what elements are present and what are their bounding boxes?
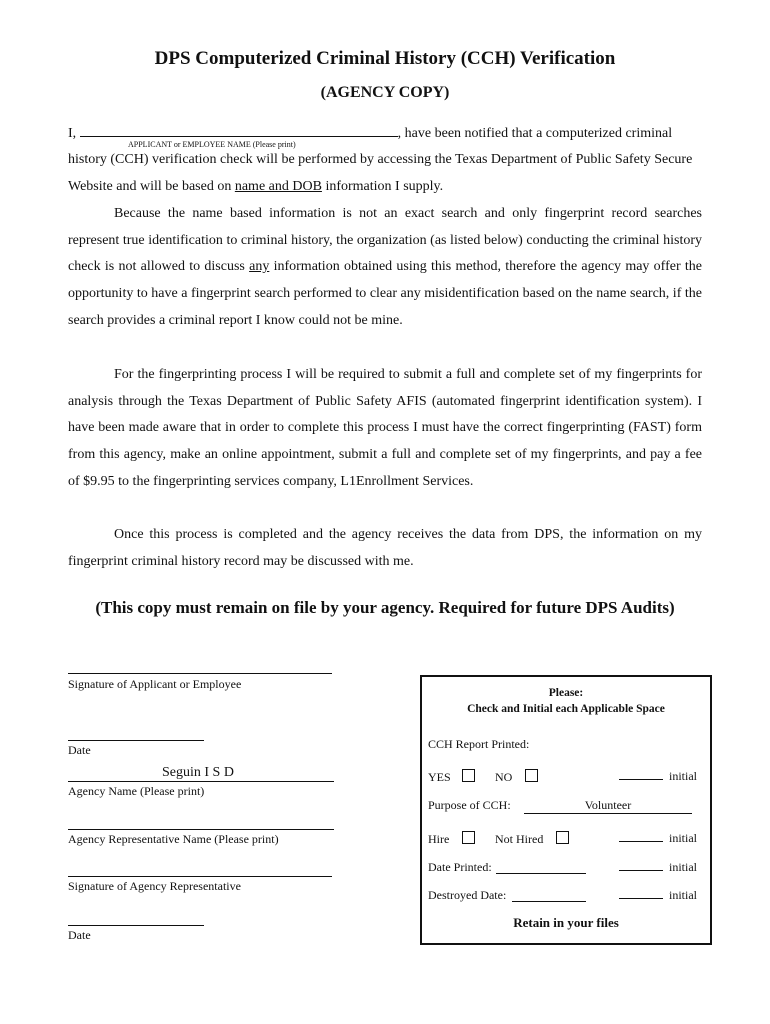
date-printed-field[interactable] bbox=[496, 860, 586, 874]
date1-line[interactable] bbox=[68, 740, 204, 741]
paragraph-2 bbox=[68, 201, 702, 335]
para1-underlined: name and DOB bbox=[234, 178, 322, 194]
date2-label: Date bbox=[68, 928, 91, 942]
para3-text: For the fingerprinting process I will be required to submit a full and complete set of my fingerprints for analysis through the Texas Department of Public Safety AFIS (automated fingerprint identification system). I have been made aware that in order to complete this process I must have the correct fingerprinting (FAST) form from this agency, make an online appointment, submit a full and complete set of my fingerprints, and pay a fee of $9.95 to the fingerprinting services company, L1Enrollment Services. bbox=[68, 367, 702, 489]
no-option bbox=[495, 769, 538, 785]
paragraph-3 bbox=[68, 362, 702, 496]
retain-note: Retain in your files bbox=[513, 915, 619, 930]
no-label: NO bbox=[495, 770, 513, 784]
agency-checklist-box bbox=[420, 675, 712, 945]
signature-applicant-label: Signature of Applicant or Employee bbox=[68, 677, 242, 691]
rep-name-label: Agency Representative Name (Please print) bbox=[68, 832, 279, 846]
yes-checkbox[interactable] bbox=[462, 769, 475, 782]
rep-name-line[interactable] bbox=[68, 829, 334, 830]
signature-applicant-line[interactable] bbox=[68, 673, 332, 674]
date-printed-label: Date Printed: bbox=[428, 860, 492, 874]
destroyed-date-label: Destroyed Date: bbox=[428, 888, 507, 902]
page-subtitle: (AGENCY COPY) bbox=[320, 84, 450, 101]
yes-option bbox=[428, 769, 475, 785]
destroyed-initial-line[interactable] bbox=[619, 888, 663, 899]
para2-underlined: any bbox=[249, 259, 270, 275]
paragraph-4 bbox=[68, 522, 702, 575]
hire-initial-label: initial bbox=[669, 831, 697, 845]
page-title: DPS Computerized Criminal History (CCH) Verification bbox=[154, 48, 616, 69]
para1-text-a: history (CCH) verification check will be performed by accessing the Texas Department of Public Safety Secure Website and will be based on bbox=[68, 152, 693, 194]
yes-label: YES bbox=[428, 770, 451, 784]
box-heading-please: Please: bbox=[548, 687, 584, 699]
purpose-label: Purpose of CCH: bbox=[428, 798, 511, 812]
not-hired-label: Not Hired bbox=[495, 832, 544, 846]
paragraph-1 bbox=[68, 147, 702, 200]
rep-signature-label: Signature of Agency Representative bbox=[68, 879, 241, 893]
para1-text-b: information I supply. bbox=[321, 178, 444, 194]
hire-initial-line[interactable] bbox=[619, 831, 663, 842]
cch-initial bbox=[619, 769, 697, 784]
date-printed-initial bbox=[619, 860, 697, 875]
date2-line[interactable] bbox=[68, 925, 204, 926]
hire-label: Hire bbox=[428, 832, 450, 846]
agency-name-line[interactable] bbox=[68, 781, 334, 782]
purpose-value[interactable]: Volunteer bbox=[524, 798, 692, 814]
applicant-line bbox=[68, 122, 672, 142]
cch-printed-label: CCH Report Printed: bbox=[428, 737, 530, 751]
rep-signature-line[interactable] bbox=[68, 876, 332, 877]
no-checkbox[interactable] bbox=[525, 769, 538, 782]
date1-label: Date bbox=[68, 743, 91, 757]
intro-suffix: , have been notified that a computerized criminal bbox=[397, 126, 673, 141]
para4-text: Once this process is completed and the agency receives the data from DPS, the information on my fingerprint criminal history record may be discussed with me. bbox=[68, 527, 702, 569]
destroyed-initial bbox=[619, 888, 697, 903]
para2-text-a: Because the name based information is not an exact search and only fingerprint record searches represent true identification to criminal history, the organization (as listed below) conducting the criminal history check is not allowed to discuss bbox=[68, 206, 702, 275]
date-printed-initial-line[interactable] bbox=[619, 860, 663, 871]
hire-initial bbox=[619, 831, 697, 846]
intro-prefix: I, bbox=[68, 126, 77, 141]
agency-name-value: Seguin I S D bbox=[162, 765, 234, 780]
applicant-name-caption: APPLICANT or EMPLOYEE NAME (Please print) bbox=[128, 140, 296, 149]
cch-initial-line[interactable] bbox=[619, 769, 663, 780]
not-hired-checkbox[interactable] bbox=[556, 831, 569, 844]
para2-text-b: information obtained using this method, therefore the agency may offer the opportunity to have a fingerprint search performed to clear any misidentification based on the name search, if the search provides a criminal report I know could not be mine. bbox=[68, 259, 702, 328]
hire-option bbox=[428, 831, 475, 847]
destroyed-initial-label: initial bbox=[669, 888, 697, 902]
box-heading-instructions: Check and Initial each Applicable Space bbox=[467, 703, 665, 715]
cch-initial-label: initial bbox=[669, 769, 697, 783]
not-hired-option bbox=[495, 831, 569, 847]
audit-notice: (This copy must remain on file by your agency. Required for future DPS Audits) bbox=[95, 598, 675, 617]
agency-name-label: Agency Name (Please print) bbox=[68, 784, 205, 798]
applicant-name-field[interactable] bbox=[80, 122, 398, 137]
hire-checkbox[interactable] bbox=[462, 831, 475, 844]
date-printed-initial-label: initial bbox=[669, 860, 697, 874]
destroyed-date-field[interactable] bbox=[512, 888, 586, 902]
